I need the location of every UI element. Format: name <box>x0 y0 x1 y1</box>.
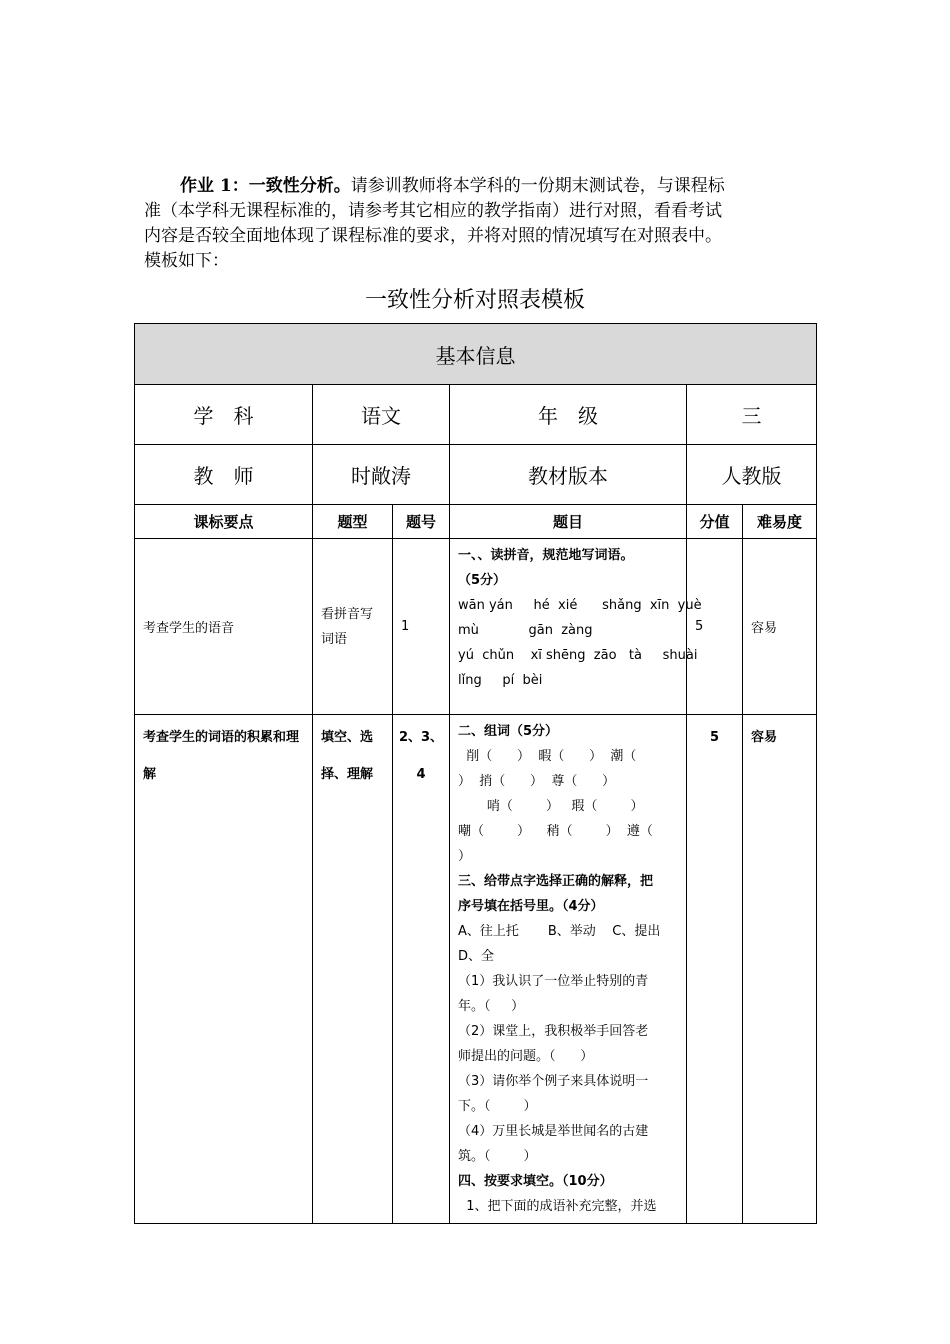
basic-info-header: 基本信息 <box>135 324 817 385</box>
question-line: （5分） <box>458 573 507 588</box>
subject-label: 学 科 <box>135 385 313 445</box>
question-line: （4）万里长城是举世闻名的古建 <box>458 1124 649 1139</box>
row-question <box>450 539 702 715</box>
question-line: yú chǔn xī shēng zāo tà shuài <box>458 648 698 663</box>
table-row <box>135 539 817 715</box>
teacher-value: 时敞涛 <box>313 445 450 505</box>
question-line: 削（ ） 暇（ ） 潮（ <box>458 749 637 764</box>
question-line: 师提出的问题。（ ） <box>458 1049 594 1064</box>
question-line: （1）我认识了一位举止特别的青 <box>458 974 649 989</box>
intro-text-2: 准（本学科无课程标准的，请参考其它相应的教学指南）进行对照，看看考试 <box>144 201 722 221</box>
question-line: A、往上托 B、举动 C、提出 <box>458 924 661 939</box>
question-line: 序号填在括号里。（4分） <box>458 899 604 914</box>
question-line: 一、、读拼音，规范地写词语。 <box>458 548 634 563</box>
question-line: 二、组词（5分） <box>458 724 559 739</box>
col-header-difficulty: 难易度 <box>743 505 817 539</box>
intro-paragraph <box>144 174 804 274</box>
col-header-point: 课标要点 <box>135 505 313 539</box>
row-number: 2、3、4 <box>393 715 450 1224</box>
row-number: 1 <box>393 539 450 715</box>
intro-text-1: 请参训教师将本学科的一份期末测试卷，与课程标 <box>350 176 725 196</box>
row-point: 考查学生的词语的积累和理解 <box>135 715 313 1224</box>
question-line: 年。（ ） <box>458 999 525 1014</box>
question-line: （2）课堂上，我积极举手回答老 <box>458 1024 649 1039</box>
col-header-score: 分值 <box>687 505 743 539</box>
row-difficulty: 容易 <box>743 715 817 1224</box>
question-line: 嘲（ ） 稍（ ） 遵（ <box>458 824 653 839</box>
question-line: ） <box>458 849 472 864</box>
row-score: 5 <box>687 539 743 715</box>
table-title: 一致性分析对照表模板 <box>364 288 585 313</box>
question-line: 1、把下面的成语补充完整，并选 <box>458 1199 657 1214</box>
table-row <box>135 715 817 1224</box>
question-line: 哨（ ） 瑕（ ） <box>458 799 644 814</box>
question-line: wān yán hé xié shǎng xīn yuè <box>458 598 702 613</box>
teacher-label: 教 师 <box>135 445 313 505</box>
intro-lead: 作业 1：一致性分析。 <box>180 176 351 196</box>
question-line: 三、给带点字选择正确的解释，把 <box>458 874 654 889</box>
row-type: 填空、选择、理解 <box>313 715 393 1224</box>
question-line: lǐng pí bèi <box>458 673 543 688</box>
question-line: 筑。（ ） <box>458 1149 537 1164</box>
intro-text-4: 模板如下： <box>144 251 229 271</box>
row-point: 考查学生的语音 <box>135 539 313 715</box>
intro-text-3: 内容是否较全面地体现了课程标准的要求，并将对照的情况填写在对照表中。 <box>144 226 722 246</box>
col-header-question: 题目 <box>450 505 687 539</box>
col-header-type: 题型 <box>313 505 393 539</box>
col-header-number: 题号 <box>393 505 450 539</box>
question-line: 下。（ ） <box>458 1099 537 1114</box>
question-line: D、全 <box>458 949 495 964</box>
edition-value: 人教版 <box>687 445 817 505</box>
grade-value: 三 <box>687 385 817 445</box>
consistency-table <box>134 323 817 1224</box>
edition-label: 教材版本 <box>450 445 687 505</box>
row-difficulty: 容易 <box>743 539 817 715</box>
question-line: ） 捎（ ） 尊（ ） <box>458 774 616 789</box>
row-type: 看拼音写词语 <box>313 539 393 715</box>
question-line: （3）请你举个例子来具体说明一 <box>458 1074 649 1089</box>
question-line: mù gān zàng <box>458 623 593 638</box>
row-question <box>450 715 687 1224</box>
subject-value: 语文 <box>313 385 450 445</box>
question-line: 四、按要求填空。（10分） <box>458 1174 613 1189</box>
grade-label: 年 级 <box>450 385 687 445</box>
row-score: 5 <box>687 715 743 1224</box>
